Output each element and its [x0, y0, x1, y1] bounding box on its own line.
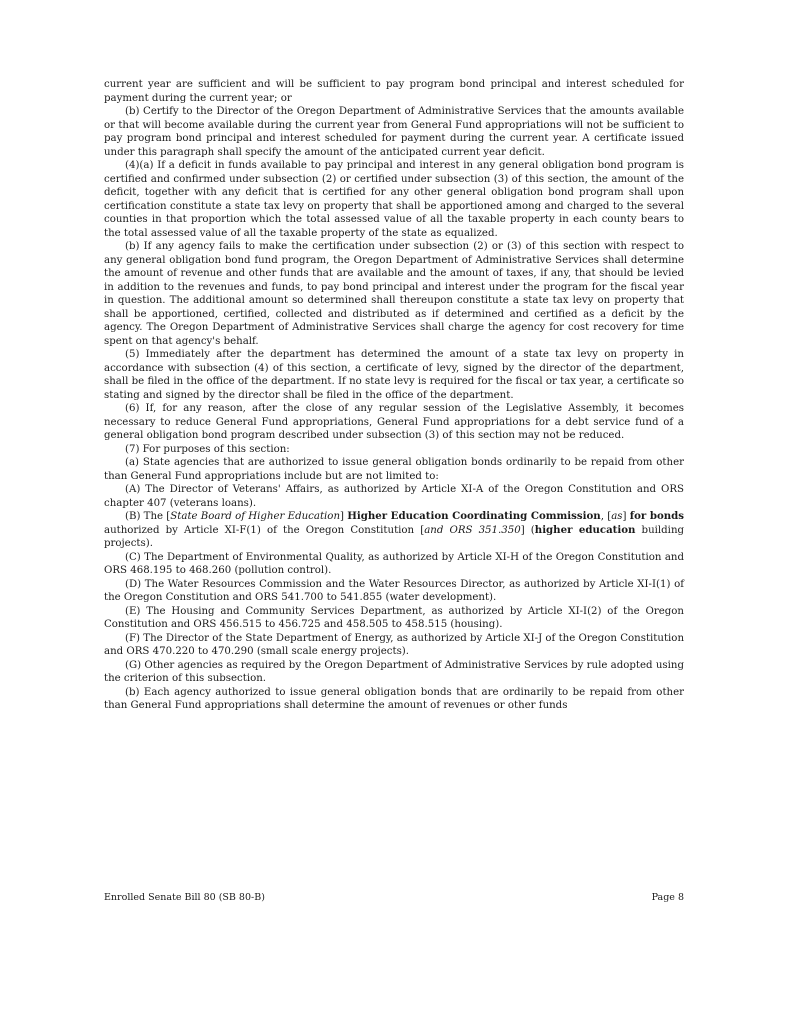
text-span: (B) The [ [125, 511, 171, 522]
paragraph: (F) The Director of the State Department of Energy, as authorized by Article XI-J of the Oregon Constitution and ORS 470.220 to 470.290 (small scale energy projects). [104, 632, 684, 657]
deleted-text: State Board of Higher Education [170, 511, 341, 522]
text-span: building projects). [104, 524, 685, 549]
deleted-text: and ORS 351.350 [424, 524, 521, 536]
paragraph: (A) The Director of Veterans' Affairs, as authorized by Article XI-A of the Oregon Constitution and ORS chapter 407 (veterans loans). [104, 484, 684, 509]
paragraph: (6) If, for any reason, after the close of any regular session of the Legislative Assembly, it becomes necessary to reduce General Fund appropriations, General Fund appropriations for a debt service fund of a general obligation bond program described under subsection (3) of this section may not be reduced. [104, 403, 684, 441]
paragraph: (5) Immediately after the department has determined the amount of a state tax levy on property in accordance with subsection (4) of this section, a certificate of levy, signed by the director of the department, shall be filed in the office of the department. If no state levy is required for the fiscal or tax year, a certificate so stating and signed by the director shall be filed in the office of the department. [104, 349, 684, 401]
paragraph: (G) Other agencies as required by the Oregon Department of Administrative Services by rule adopted using the criterion of this subsection. [104, 659, 684, 684]
text-span: authorized by Article XI-F(1) of the Oregon Constitution [ [104, 524, 425, 536]
deleted-text: as [611, 511, 623, 522]
paragraph-amended [104, 510, 684, 551]
page-footer [104, 892, 684, 903]
paragraph: (b) Each agency authorized to issue general obligation bonds that are ordinarily to be repaid from other than General Fund appropriations shall determine the amount of revenues or other funds [104, 686, 684, 711]
paragraph: (4)(a) If a deficit in funds available to pay principal and interest in any general obligation bond program is certified and confirmed under subsection (2) or certified under subsection (3) of this section, the amount of the deficit, together with any deficit that is certified for any other general obligation bond program shall upon certification constitute a state tax levy on property that shall be apportioned among and charged to the several counties in that proportion which the total assessed value of all the taxable property in each county bears to the total assessed value of all the taxable property of the state as equalized. [104, 160, 684, 239]
paragraph: current year are sufficient and will be sufficient to pay program bond principal and interest scheduled for payment during the current year; or [104, 79, 684, 104]
document-body [104, 78, 684, 713]
paragraph: (b) Certify to the Director of the Oregon Department of Administrative Services that the amounts available or that will become available during the current year from General Fund appropriations will not be sufficient to pay program bond principal and interest scheduled for payment during the current year. A certificate issued under this paragraph shall specify the amount of the anticipated current year deficit. [104, 106, 684, 158]
text-span: ] [622, 511, 630, 522]
inserted-text: higher education [534, 523, 636, 536]
paragraph: (b) If any agency fails to make the certification under subsection (2) or (3) of this section with respect to any general obligation bond fund program, the Oregon Department of Administrative Services shall determine the amount of revenue and other funds that are available and the amount of taxes, if any, that should be levied in addition to the revenues and funds, to pay bond principal and interest under the program for the fiscal year in question. The additional amount so determined shall thereupon constitute a state tax levy on property that shall be apportioned, certified, collected and distributed as if determined and certified as a deficit by the agency. The Oregon Department of Administrative Services shall charge the agency for cost recovery for time spent on that agency's behalf. [104, 241, 684, 347]
paragraph: (a) State agencies that are authorized to issue general obligation bonds ordinarily to be repaid from other than General Fund appropriations include but are not limited to: [104, 457, 684, 482]
text-span: ] [340, 511, 348, 522]
paragraph: (C) The Department of Environmental Quality, as authorized by Article XI-H of the Oregon Constitution and ORS 468.195 to 468.260 (pollution control). [104, 551, 684, 576]
footer-bill-name: Enrolled Senate Bill 80 (SB 80-B) [104, 892, 265, 903]
inserted-text: Higher Education Coordinating Commission [347, 510, 601, 522]
paragraph: (D) The Water Resources Commission and the Water Resources Director, as authorized by Article XI-I(1) of the Oregon Constitution and ORS 541.700 to 541.855 (water development). [104, 578, 684, 603]
paragraph: (7) For purposes of this section: [125, 443, 290, 455]
text-span: , [ [600, 511, 612, 522]
footer-page-number: Page 8 [651, 892, 684, 903]
paragraph: (E) The Housing and Community Services Department, as authorized by Article XI-I(2) of the Oregon Constitution and ORS 456.515 to 456.725 and 458.505 to 458.515 (housing). [104, 605, 684, 630]
text-span: ] ( [520, 524, 535, 536]
inserted-text: for bonds [629, 510, 685, 522]
